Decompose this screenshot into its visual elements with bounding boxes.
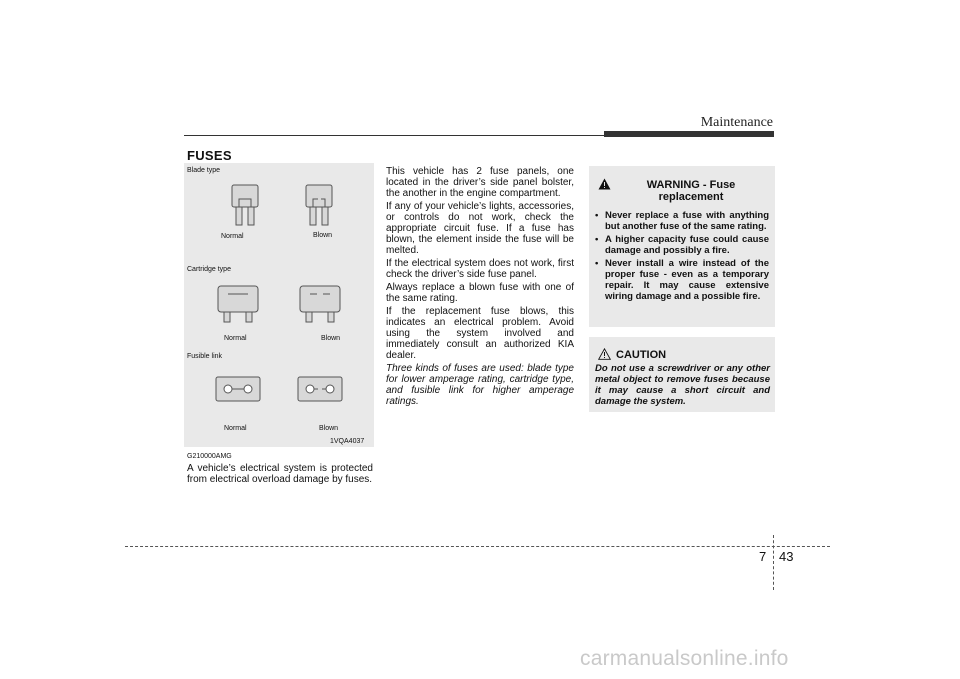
fuse-info-column	[386, 166, 574, 409]
warning-item: • Never replace a fuse with anything but another fuse of the same rating.	[595, 210, 769, 232]
fusible-link-blown	[298, 377, 342, 401]
doc-code: G210000AMG	[187, 453, 232, 460]
figure-code: 1VQA4037	[330, 438, 365, 445]
footer-divider	[773, 535, 774, 590]
cartridge-fuse-illustration	[204, 276, 354, 331]
blade-fuse-illustration	[224, 177, 344, 237]
label-fusible-normal: Normal	[224, 425, 247, 432]
chapter-number: 7	[759, 549, 767, 564]
label-cartridge-type: Cartridge type	[187, 266, 231, 273]
cartridge-fuse-normal	[218, 286, 258, 322]
warning-box	[589, 166, 775, 327]
fusible-link-normal	[216, 377, 260, 401]
warning-item: • A higher capacity fuse could cause damage and possibly a fire.	[595, 234, 769, 256]
label-cartridge-blown: Blown	[321, 335, 341, 342]
paragraph-same-rating: Always replace a blown fuse with one of the same rating.	[386, 282, 574, 304]
warning-item: • Never install a wire instead of the proper fuse - even as a temporary repair. It may cause extensive wiring damage and a possible fire.	[595, 258, 769, 302]
warning-list	[595, 210, 769, 304]
page-number: 43	[779, 549, 794, 564]
label-blade-type: Blade type	[187, 167, 221, 174]
label-fusible-blown: Blown	[319, 425, 339, 432]
caution-icon	[598, 348, 611, 360]
label-cartridge-normal: Normal	[224, 335, 247, 342]
fusible-link-illustration	[204, 363, 354, 421]
label-blade-blown: Blown	[313, 232, 333, 239]
paragraph-check-panel: If the electrical system does not work, first check the driver’s side fuse panel.	[386, 258, 574, 280]
footer-rule	[125, 546, 830, 547]
watermark: carmanualsonline.info	[580, 647, 789, 670]
warning-icon	[598, 178, 611, 190]
warning-title: WARNING - Fuse replacement	[646, 179, 736, 203]
caution-text: Do not use a screwdriver or any other metal object to remove fuses because it may cause a short circuit and damage the system.	[595, 363, 770, 407]
caution-box	[589, 337, 775, 412]
paragraph-electrical-problem: If the replacement fuse blows, this indicates an electrical problem. Avoid using the system involved and immediately consult an authorized KIA dealer.	[386, 306, 574, 361]
intro-text: A vehicle’s electrical system is protected from electrical overload damage by fuses.	[187, 463, 373, 485]
cartridge-fuse-blown	[300, 286, 340, 322]
label-fusible-link: Fusible link	[187, 353, 223, 360]
paragraph-check-fuse: If any of your vehicle’s lights, accessories, or controls do not work, check the appropriate circuit fuse. If a fuse has blown, the element inside the fuse will be melted.	[386, 201, 574, 256]
blade-fuse-blown	[306, 185, 332, 225]
header-rule-thick	[604, 131, 774, 137]
blade-fuse-normal	[232, 185, 258, 225]
paragraph-fuse-kinds: Three kinds of fuses are used: blade type for lower amperage rating, cartridge type, and fusible link for higher amperage ratings.	[386, 363, 574, 407]
paragraph-fuse-panels: This vehicle has 2 fuse panels, one located in the driver’s side panel bolster, the another in the engine compartment.	[386, 166, 574, 199]
label-blade-normal: Normal	[221, 233, 244, 240]
section-title: Maintenance	[700, 115, 773, 130]
header-rule	[184, 135, 604, 136]
caution-title: CAUTION	[616, 349, 667, 361]
fuse-types-figure	[184, 163, 374, 447]
page-heading: FUSES	[187, 148, 232, 163]
